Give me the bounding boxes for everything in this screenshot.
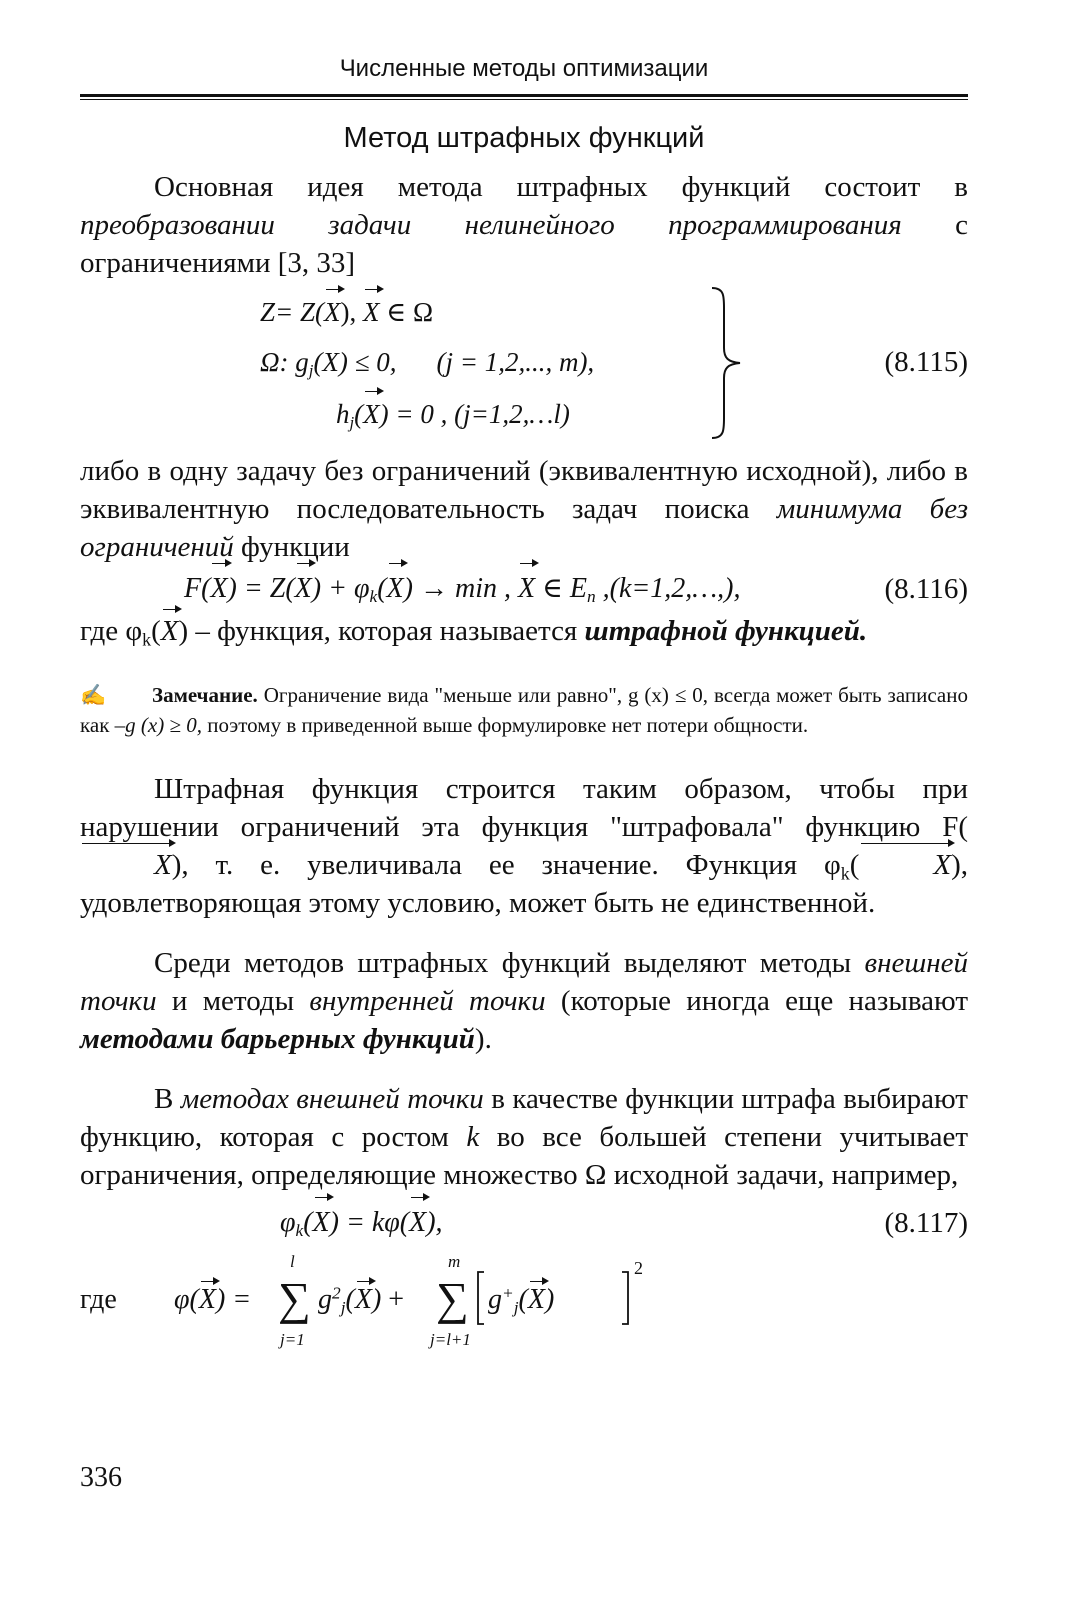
right-brace-icon [708,286,744,441]
section-title: Метод штрафных функций [343,122,705,154]
paragraph-penalty-def: где $\varphi_k(X)$ – функция, которая называется штрафной функцией. [80,612,968,650]
header-rule-thick [80,94,968,97]
sigma-2: ∑ [436,1273,469,1324]
equation-number: (8.115) [884,346,968,378]
book-page [80,52,968,1572]
note-label: Замечание. [152,683,258,707]
equation-number: (8.116) [884,573,968,605]
eq-line-objective: Z= Z(X), X ∈ Ω [260,292,433,332]
where-label: где [80,1284,117,1315]
note-hand-icon: ✍ [80,683,107,707]
equation-8-117: $\varphi_k(X) = k\varphi(X)$, (8.117) [80,1200,968,1246]
paragraph-transform: либо в одну задачу без ограничений (эквивалентную исходной), либо в эквивалентную последовательность задач поиска минимума без ограничений функции [80,455,969,563]
equation-8-116: $F(X) = Z(X) + \varphi_k(X) \to \min$ , X ∈ $E_n$ ,(k=1,2,…,), (8.116) [80,566,968,612]
paragraph-intro: Основная идея метода штрафных функций состоит в преобразовании задачи нелинейного программирования с ограничениями [3, 33] [80,171,968,279]
equation-number: (8.117) [884,1207,968,1239]
equation-8-115 [80,282,968,452]
eq-line-equality: $h_j(X) = 0$ , (j=1,2,…l) [336,394,570,434]
paragraph-penalty-construction: Штрафная функция строится таким образом, чтобы при нарушении ограничений эта функция "штрафовала" функцию F(X), т. е. увеличивала ее значение. Функция $\varphi_k$( X), удовлетворяющая этому условию, может быть не единственной. [80,773,968,919]
paragraph-methods: Среди методов штрафных функций выделяют методы внешней точки и методы внутренней точки (которые иногда еще называют методами барьерных функций). [80,947,969,1055]
eq-line-inequality: Ω: $g_j(X) \le 0$, (j = 1,2,..., m), [260,347,595,381]
running-title: Численные методы оптимизации [339,55,709,82]
paragraph-exterior: В методах внешней точки в качестве функции штрафа выбирают функцию, которая с ростом k во все большей степени учитывает ограничения, определяющие множество Ω исходной задачи, например, [80,1083,968,1191]
note-block: ✍ Замечание. Ограничение вида "меньше или равно", g (x) ≤ 0, всегда может быть записано как –g (x) ≥ 0, поэтому в приведенной выше формулировке нет потери общности. [80,680,968,740]
header-rule-thin [80,99,968,100]
equation-penalty-sum: где φ(X) = l ∑ j=1 $g^2_j(X)$ + m ∑ j=l+1 $g^+_j(X)$ 2 [80,1252,643,1349]
page-number: 336 [80,1462,122,1493]
sigma-1: ∑ [278,1273,311,1324]
